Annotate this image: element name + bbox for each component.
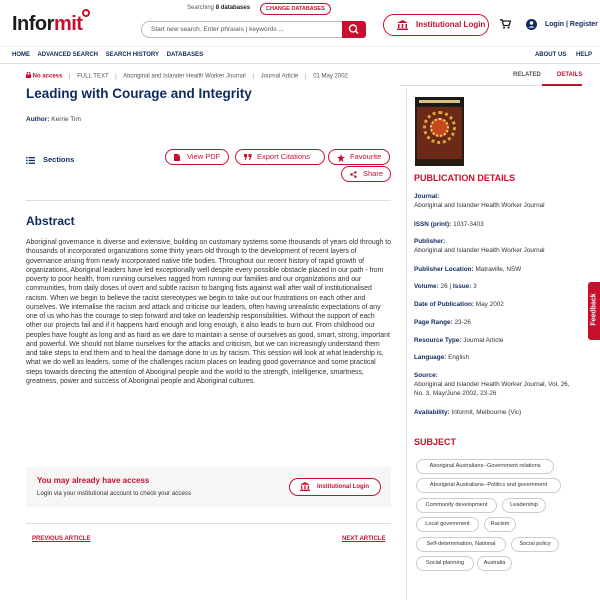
logo-dot-icon [82, 9, 90, 17]
view-pdf-label: View PDF [187, 152, 221, 161]
detail-value: 3 [473, 283, 477, 290]
favourite-label: Favourite [350, 152, 382, 161]
nav-home[interactable]: HOME [12, 52, 30, 58]
active-tab-indicator [542, 84, 582, 86]
share-icon [350, 171, 357, 178]
logo-text-part2: mit [53, 13, 83, 35]
informit-logo[interactable] [12, 13, 82, 36]
view-pdf-button[interactable] [165, 149, 229, 165]
detail-publisher [414, 238, 579, 256]
detail-label: Resource Type: [414, 337, 462, 344]
share-button[interactable] [341, 166, 391, 182]
detail-value: Matraville, NSW [475, 266, 522, 273]
subject-chip[interactable]: Racism [484, 517, 516, 532]
subject-chip[interactable]: Aboriginal Australians--Government relations [416, 459, 554, 474]
article-title: Leading with Courage and Integrity [26, 86, 252, 101]
section-divider [26, 200, 391, 201]
login-register-link[interactable]: Login | Register [545, 21, 598, 28]
meta-separator: | [304, 73, 307, 80]
nav-databases[interactable]: DATABASES [166, 52, 204, 58]
next-article-link[interactable]: NEXT ARTICLE [342, 536, 386, 542]
tab-related[interactable]: RELATED [513, 72, 541, 78]
searching-indicator [187, 5, 250, 11]
meta-separator: | [115, 73, 117, 80]
author-name[interactable]: Kerrie Tim [51, 116, 81, 123]
detail-language [414, 354, 579, 363]
publication-details-heading: PUBLICATION DETAILS [414, 173, 516, 183]
access-notice [26, 467, 391, 507]
detail-availability [414, 409, 579, 418]
pagination-divider [26, 523, 391, 524]
detail-label: ISSN (print): [414, 221, 452, 228]
nav-about-us[interactable]: ABOUT US [534, 52, 567, 58]
detail-value: 23-26 [454, 319, 471, 326]
detail-resource-type [414, 337, 579, 346]
feedback-tab[interactable] [588, 282, 600, 340]
list-icon [26, 157, 35, 164]
detail-label: Volume: [414, 283, 439, 290]
change-databases-button[interactable]: CHANGE DATABASES [260, 3, 331, 15]
detail-value: Journal Article [463, 337, 504, 344]
institution-icon [397, 20, 408, 30]
detail-label: Source: [414, 372, 438, 379]
detail-value: May 2002 [475, 301, 504, 308]
nav-right [527, 52, 592, 58]
quote-icon [244, 154, 252, 160]
publication-date: 01 May 2002 [313, 73, 348, 80]
lock-icon [26, 72, 31, 78]
search-icon [342, 21, 366, 38]
subject-chip[interactable]: Leadership [502, 498, 546, 513]
nav-help[interactable]: HELP [575, 52, 592, 58]
previous-article-link[interactable]: PREVIOUS ARTICLE [32, 536, 91, 542]
journal-cover-image [415, 97, 464, 166]
databases-count: 8 databases [215, 5, 251, 11]
sections-label: Sections [43, 155, 75, 164]
detail-label: Publisher Location: [414, 266, 474, 273]
detail-value: 1037-3403 [453, 221, 484, 228]
detail-journal [414, 193, 579, 211]
user-account-icon[interactable] [526, 19, 537, 30]
detail-issn [414, 221, 579, 230]
subject-chip[interactable]: Aboriginal Australians--Politics and government [416, 478, 561, 493]
detail-label: Page Range: [414, 319, 453, 326]
export-citations-button[interactable] [235, 149, 325, 165]
no-access-badge: No access [32, 73, 63, 80]
detail-value: Aboriginal and Islander Health Worker Journal [414, 246, 545, 254]
cart-icon[interactable] [500, 19, 511, 29]
detail-label: Journal: [414, 193, 440, 200]
detail-value[interactable]: Aboriginal and Islander Health Worker Journal [414, 201, 545, 209]
subject-chip[interactable]: Australia [477, 556, 512, 571]
favourite-button[interactable] [328, 149, 390, 165]
star-icon [337, 154, 345, 162]
meta-separator: | [252, 73, 254, 80]
export-citations-label: Export Citations [257, 152, 310, 161]
logo-text-part1: Infor [12, 13, 54, 35]
detail-page-range [414, 319, 579, 328]
institutional-login-button[interactable] [383, 14, 489, 36]
detail-value: 26 [440, 283, 448, 290]
detail-label: Issue: [452, 283, 472, 290]
detail-value: Aboriginal and Islander Health Worker Journal, Vol. 26, No. 3, May/June 2002, 23-26 [414, 380, 570, 397]
meta-separator: | [69, 73, 71, 80]
detail-source [414, 372, 579, 398]
subject-chip[interactable]: Self-determination, National [416, 537, 506, 552]
cover-artwork-center [430, 118, 449, 137]
subject-chip[interactable]: Community development [416, 498, 497, 513]
detail-value: Informit, Melbourne (Vic) [451, 409, 522, 416]
detail-label: Publisher: [414, 238, 446, 245]
share-label: Share [363, 169, 384, 178]
nav-advanced-search[interactable]: ADVANCED SEARCH [37, 52, 99, 58]
author-label: Author: [26, 116, 50, 123]
search-input[interactable]: Start new search. Enter phrases | keywords ... [141, 21, 342, 38]
search-button[interactable] [342, 21, 366, 38]
detail-value: English [448, 354, 470, 361]
access-text: Login via your institutional account to check your access [37, 490, 192, 497]
detail-label: Date of Publication: [414, 301, 475, 308]
feedback-label: Feedback [590, 293, 598, 326]
detail-publication-date [414, 301, 579, 310]
pdf-file-icon [174, 154, 180, 161]
detail-location [414, 266, 579, 275]
detail-label: Language: [414, 354, 447, 361]
article-type: Journal Article [260, 73, 299, 80]
author-line [26, 116, 81, 123]
sections-toggle[interactable] [26, 155, 74, 164]
abstract-text: Aboriginal governance is diverse and extensive, building on customary systems some thousands of years old through to thousands of incorporated organizations some thirty years old through to the development of recent layers of governance arising from newly incorporated native title bodies. Throughout our recent history of rapid growth of organizations, Aboriginal leaders have led exceptionally well despite every possible obstacle placed in our path - from poverty to poor health, from running ourselves ragged from running our families and our organizations and our communities, from daily doses of overt and subtle racism to banging fists against wall after wall of institutionalised racism. When we begin to believe the racist stereotypes we begin to take out our frustrations on each other and ourselves. We internalise the racism and attack and criticise our leaders, often having unrealistic expectations of any one of us who has the courage to step forward and take on leadership responsibilities. Without the support of each other our projects fail and if it happens hard enough and long enough, it also leads to burn out. From childhood our peoples have fought as long and as hard as we dare to maintain a sense of ourselves as good, smart, strong, important and powerful. We should not blame ourselves for the attacks and criticism, but we can increasingly understand them and take steps to end them and to heal the damage done to us by racism. This session will look at what leadership is, what we do well as leaders, some of the challenges racism places on leading good governance and some practical steps towards directing the attention of Aboriginal people and the world to the strength, intelligence, smartness, greatness, power and success of Aboriginal people and Aboriginal cultures. [26, 239, 392, 385]
detail-volume-issue: Volume: 26 | Issue: 3 [414, 283, 477, 290]
access-institutional-login-button[interactable] [289, 478, 381, 496]
access-button-label: Institutional Login [317, 484, 369, 490]
journal-name[interactable]: Aboriginal and Islander Health Worker Journal [123, 73, 246, 80]
subject-chip[interactable]: Social planning [416, 556, 474, 571]
detail-label: Availability: [414, 409, 450, 416]
full-text-label: FULL TEXT [77, 73, 109, 80]
subject-chip[interactable]: Local government [416, 517, 479, 532]
institutional-login-label: Institutional Login [416, 20, 486, 29]
main-nav [0, 46, 600, 64]
cover-title-strip [419, 100, 460, 103]
nav-search-history[interactable]: SEARCH HISTORY [105, 52, 160, 58]
subject-chip[interactable]: Social policy [511, 537, 559, 552]
access-heading: You may already have access [37, 476, 150, 485]
abstract-heading: Abstract [26, 214, 75, 228]
subject-heading: SUBJECT [414, 437, 457, 447]
tab-details[interactable]: DETAILS [557, 72, 583, 78]
article-meta [26, 72, 348, 80]
searching-label: Searching [187, 5, 215, 11]
top-header [0, 0, 600, 44]
nav-left [12, 52, 209, 58]
institution-icon [300, 482, 310, 491]
